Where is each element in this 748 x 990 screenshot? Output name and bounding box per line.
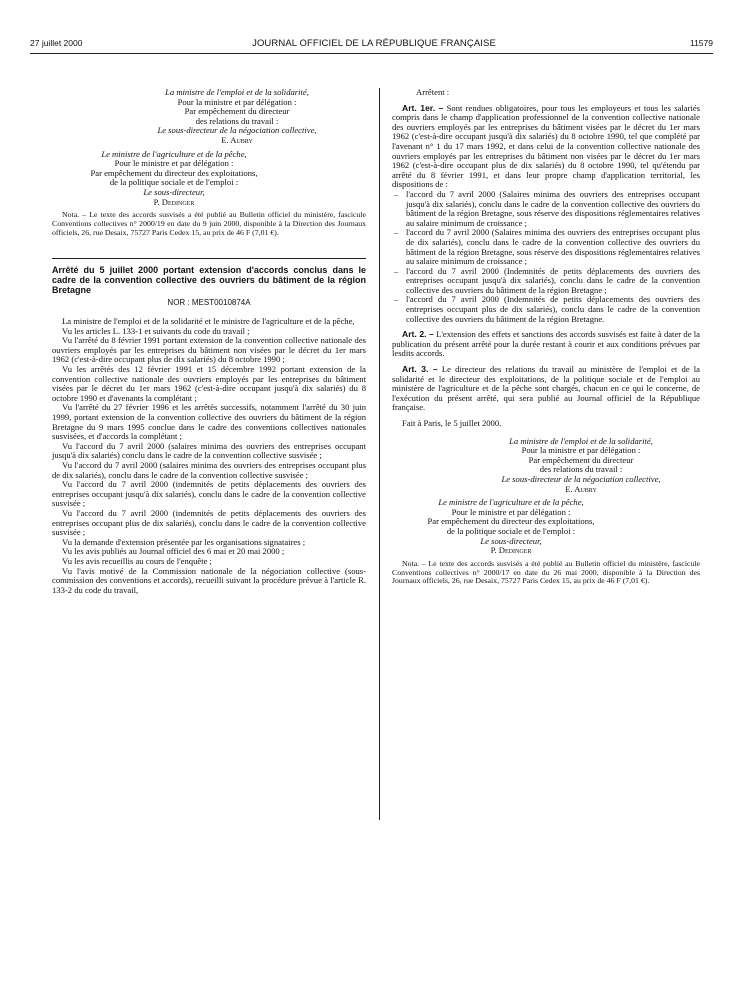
visa-paragraph: Vu les avis recueillis au cours de l'enquête ;	[62, 555, 212, 566]
list-item: – l'accord du 7 avril 2000 (Salaires minima des ouvriers des entreprises occupant jusqu'à dix salariés), conclu dans le cadre de la convention collective des ouvriers du bâtiment de la région Bretagne, sous réserve des dispositions réglementaires relatives au salaire minimum de croissance ;	[392, 190, 700, 228]
visa-paragraph: Vu l'accord du 7 avril 2000 (indemnités de petits déplacements des ouvriers des entreprises occupant jusqu'à dix salariés), conclu dans le cadre de la convention collective susvisée ;	[52, 479, 366, 509]
arretent-heading: Arrêtent :	[416, 87, 450, 97]
sig-line: Le sous-directeur,	[480, 535, 542, 546]
sig-line: Pour la ministre et par délégation :	[521, 445, 641, 456]
sig-line: de la politique sociale et de l'emploi :	[109, 177, 239, 188]
article-2-label: Art. 2. –	[402, 329, 434, 340]
visa-paragraph: Vu les articles L. 133-1 et suivants du code du travail ;	[62, 325, 250, 336]
visa-paragraph: Vu les arrêtés des 12 février 1991 et 15 décembre 1992 portant extension de la convention collective nationale des ouvriers employés par les entreprises du bâtiment visées par le décret du 1er mars 1962 (c'est-à-dire occupant jusqu'à dix salariés) du 8 octobre 1990 et d'avenants la complétant ;	[52, 364, 366, 403]
list-item: – l'accord du 7 avril 2000 (Indemnités de petits déplacements des ouvriers des entreprises occupant plus de dix salariés), conclu dans le cadre de la convention collective des ouvriers du bâtiment de la région Bretagne.	[392, 295, 700, 324]
sig-line: des relations du travail :	[539, 464, 623, 475]
signature-block-emploi-2	[392, 437, 700, 495]
sig-name: E. Aubry	[565, 483, 597, 494]
visa-paragraph: Vu l'avis motivé de la Commission nationale de la négociation collective (sous-commission des conventions et accords), recueilli suivant la procédure prévue à l'article R. 133-2 du code du travail,	[52, 565, 366, 595]
visa-paragraph: Vu l'accord du 7 avril 2000 (salaires minima des ouvriers des entreprises occupant jusqu'à dix salariés) conclu dans le cadre de la convention collective susvisée ;	[52, 440, 366, 461]
sig-line: Pour le ministre et par délégation :	[114, 158, 234, 169]
visa-paragraph: Vu l'arrêté du 8 février 1991 portant extension de la convention collective nationale des ouvriers employés par les entreprises du bâtiment non visées par le décret du 1er mars 1962 (c'est-à-dire occupant plus de dix salariés) du 8 octobre 1990 ;	[52, 335, 366, 365]
article-2-text: L'extension des effets et sanctions des accords susvisés est faite à dater de la publication du présent arrêté pour la durée restant à courir et aux conditions prévues par lesdits accords.	[392, 329, 700, 359]
sig-line: Par empêchement du directeur	[184, 106, 290, 117]
column-divider	[379, 88, 380, 820]
sig-line: de la politique sociale et de l'emploi :	[446, 525, 576, 536]
sig-name: P. Dedinger	[153, 196, 195, 207]
nota-2	[392, 560, 700, 586]
header-title: JOURNAL OFFICIEL DE LA RÉPUBLIQUE FRANÇAISE	[252, 38, 496, 49]
list-item: – l'accord du 7 avril 2000 (Salaires minima des ouvriers des entreprises occupant plus de dix salariés), conclu dans le cadre de la convention collective des ouvriers du bâtiment de la région Bretagne, sous réserve des dispositions réglementaires relatives au salaire minimum de croissance ;	[392, 228, 700, 266]
header-date: 27 juillet 2000	[30, 38, 83, 48]
sig-line: Le sous-directeur,	[143, 186, 205, 197]
visa-paragraph: Vu la demande d'extension présentée par les organisations signataires ;	[62, 536, 306, 547]
signature-block-agriculture	[52, 150, 366, 208]
sig-line: Le sous-directeur de la négociation collective,	[501, 473, 661, 484]
signature-block-agriculture-2	[392, 498, 700, 556]
sig-line: Le ministre de l'agriculture et de la pêche,	[438, 497, 584, 508]
article-3	[392, 365, 700, 413]
fait-a-paris: Fait à Paris, le 5 juillet 2000.	[402, 418, 502, 428]
section-separator	[52, 258, 366, 259]
sig-line: Pour la ministre et par délégation :	[177, 96, 297, 107]
visas-list	[52, 317, 366, 595]
sig-line: Par empêchement du directeur des exploitations,	[90, 167, 258, 178]
article-2	[392, 330, 700, 359]
sig-line: Par empêchement du directeur	[528, 454, 634, 465]
article-3-text: Le directeur des relations du travail au ministère de l'emploi et de la solidarité et le directeur des exploitations, de la politique sociale et de l'emploi au ministère de l'agriculture et de la pêche sont chargés, chacun en ce qui le concerne, de l'exécution du présent arrêté, qui sera publié au Journal officiel de la République française.	[392, 364, 700, 413]
sig-line: La ministre de l'emploi et de la solidarité,	[509, 435, 653, 446]
header-page-number: 11579	[689, 38, 713, 48]
visa-paragraph: Vu l'arrêté du 27 février 1996 et les arrêtés successifs, notamment l'arrêté du 30 juin 1999, portant extension de la convention collective des ouvriers du bâtiment de la région Bretagne du 9 mars 1995 conclue dans le cadre des conventions collectives nationales susvisées, et d'accords la complétant ;	[52, 402, 366, 442]
visa-paragraph: Vu les avis publiés au Journal officiel des 6 mai et 20 mai 2000 ;	[62, 546, 285, 557]
sig-line: Pour le ministre et par délégation :	[451, 506, 571, 517]
sig-line: Par empêchement du directeur des exploitations,	[427, 516, 595, 527]
list-item: – l'accord du 7 avril 2000 (Indemnités de petits déplacements des ouvriers des entreprises occupant jusqu'à dix salariés), conclu dans le cadre de la convention collective des ouvriers du bâtiment de la région Bretagne ;	[392, 267, 700, 296]
sig-line: Le sous-directeur de la négociation collective,	[157, 125, 317, 136]
left-column	[52, 88, 366, 595]
article-1-text: Sont rendues obligatoires, pour tous les employeurs et tous les salariés compris dans le champ d'application professionnel de la convention collective nationale des ouvriers employés par les entreprises du bâtiment visées par le décret du 1er mars 1962 (c'est-à-dire occupant jusqu'à dix salariés) du 8 octobre 1990, tel que complété par l'avenant n° 1 du 17 mars 1992, et dans celui de la convention collective nationale des ouvriers employés par les entreprises du bâtiment non visées par le décret du 1er mars 1962 (c'est-à-dire occupant plus de dix salariés) du 8 octobre 1990, tel qu'étendu par arrêté du 8 février 1991, et dans leur propre champ d'application territorial, les dispositions de :	[392, 102, 700, 190]
nota-text: Nota. – Le texte des accords susvisés a été publié au Bulletin officiel du ministère, fascicule Conventions collectives n° 2000/17 en date du 26 mai 2000, disponible à la Direction des Journaux officiels, 26, rue Desaix, 75727 Paris Cedex 15, au prix de 46 F (7,01 €).	[392, 558, 700, 586]
sig-name: P. Dedinger	[490, 545, 532, 556]
sig-line: La ministre de l'emploi et de la solidarité,	[165, 87, 309, 97]
nota-text: Nota. – Le texte des accords susvisés a été publié au Bulletin officiel du ministère, fascicule Conventions collectives n° 2000/19 en date du 9 juin 2000, disponible à la Direction des Journaux officiels, 26, rue Desaix, 75727 Paris Cedex 15, au prix de 46 F (7,01 €).	[52, 210, 366, 237]
nor-reference: NOR : MEST0010874A	[167, 297, 251, 307]
header-rule	[30, 53, 713, 54]
visa-paragraph: La ministre de l'emploi et de la solidarité et le ministre de l'agriculture et de la pêche,	[62, 316, 355, 327]
visa-paragraph: Vu l'accord du 7 avril 2000 (salaires minima des ouvriers des entreprises occupant plus de dix salariés), conclu dans le cadre de la convention collective susvisée ;	[52, 460, 366, 480]
article-1-label: Art. 1er. –	[402, 102, 444, 113]
arrete-title: Arrêté du 5 juillet 2000 portant extension d'accords conclus dans le cadre de la convention collective des ouvriers du bâtiment de la région Bretagne	[52, 264, 366, 295]
sig-name: E. Aubry	[221, 134, 253, 145]
signature-block-emploi	[52, 88, 366, 146]
visa-paragraph: Vu l'accord du 7 avril 2000 (indemnités de petits déplacements des ouvriers des entreprises occupant plus de dix salariés), conclu dans le cadre de la convention collective susvisée ;	[52, 507, 366, 538]
article-1-list	[392, 190, 700, 324]
nota-1	[52, 211, 366, 237]
sig-line: des relations du travail :	[195, 115, 279, 126]
article-3-label: Art. 3. –	[402, 364, 438, 375]
right-column	[392, 88, 700, 586]
sig-line: Le ministre de l'agriculture et de la pêche,	[101, 148, 247, 159]
article-1	[392, 104, 700, 190]
